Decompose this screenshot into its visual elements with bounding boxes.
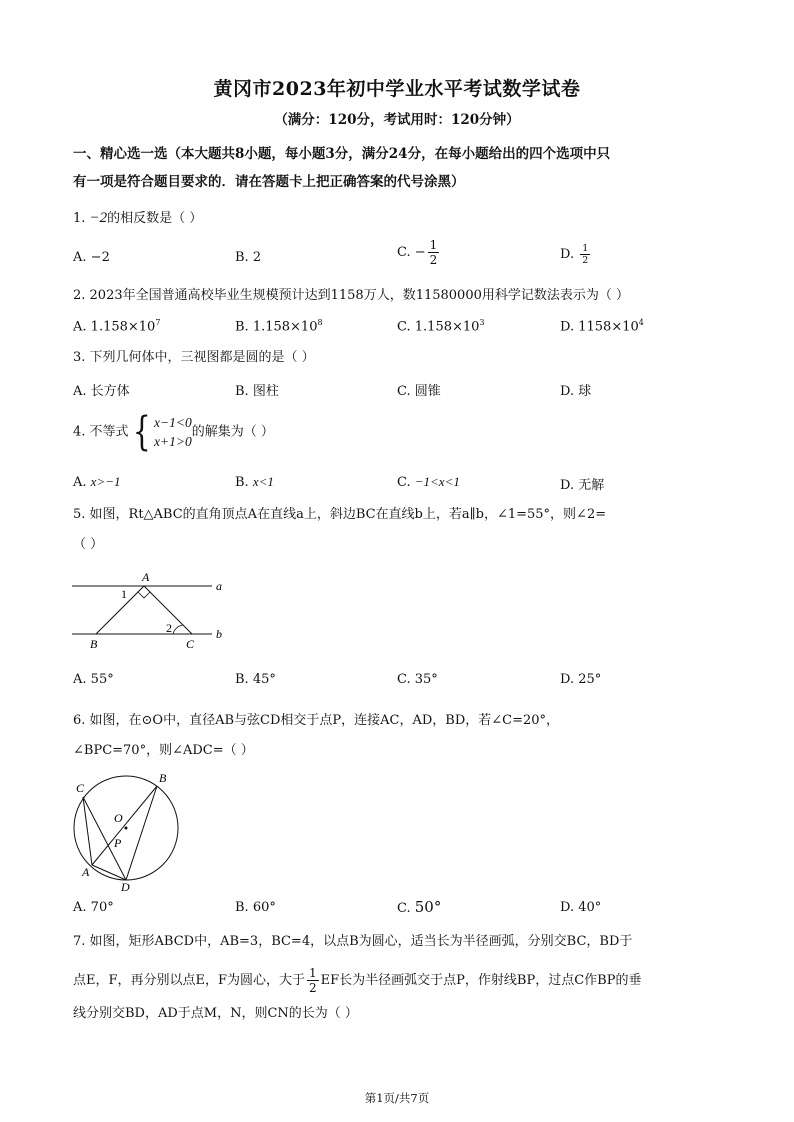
q6-figure [66, 766, 196, 894]
label-2: 2 [166, 621, 172, 635]
q7-fraction: $\frac{1}{2}$ [309, 966, 317, 995]
question-2: 2. 2023年全国普通高校毕业生规模预计达到1158万人，数11580000用科学记数法表示为（ ） [73, 288, 630, 303]
page-subtitle: （满分：120分，考试用时：120分钟） [274, 112, 520, 128]
question-6-line1: 6. 如图，在⊙O中，直径AB与弦CD相交于点P，连接AC，AD，BD，若∠C=20°， [73, 713, 560, 728]
right-angle-mark [138, 592, 150, 598]
segment-ad [92, 865, 126, 880]
question-5-line2: （ ） [73, 537, 104, 552]
section-heading-line2: 有一项是符合题目要求的．请在答题卡上把正确答案的代号涂黑） [73, 174, 465, 190]
q6-option-c[interactable]: C. 50° [397, 898, 442, 916]
q2-option-a[interactable]: A. $1.158\times 10^7$ [73, 318, 161, 335]
question-4-prefix: 4. 不等式 [73, 424, 129, 440]
section-heading-line1: 一、精心选一选（本大题共8小题，每小题3分，满分24分，在每小题给出的四个选项中只 [73, 146, 611, 162]
question-1-text: 的相反数是（ ） [107, 211, 203, 226]
diameter-ab [92, 786, 157, 865]
question-7-line3: 线分别交BD，AD于点M，N，则CN的长为（ ） [73, 1006, 358, 1021]
segment-ac [83, 797, 92, 865]
label-B: B [159, 771, 167, 785]
question-4-suffix: 的解集为（ ） [191, 424, 274, 440]
label-D: D [121, 880, 130, 894]
q6-option-d[interactable]: D. 40° [560, 900, 602, 915]
page-title: 黄冈市2023年初中学业水平考试数学试卷 [213, 78, 581, 100]
segment-ab [96, 586, 144, 634]
label-A: A [142, 570, 150, 584]
q1-c-fraction: $\frac{1}{2}$ [429, 238, 438, 267]
q1-option-d[interactable]: D. $\frac{1}{2}$ [560, 243, 589, 266]
question-6-line2: ∠BPC=70°，则∠ADC=（ ） [73, 743, 254, 758]
q5-option-b[interactable]: B. 45° [235, 672, 276, 687]
inequality-row-1: x−1<0 [154, 415, 192, 430]
label-B: B [90, 637, 98, 651]
label-O: O [114, 811, 123, 825]
question-1-math: −2 [89, 210, 108, 226]
q2-option-c[interactable]: C. $1.158\times 10^3$ [397, 318, 485, 335]
question-3: 3. 下列几何体中，三视图都是圆的是（ ） [73, 350, 315, 365]
q5-option-c[interactable]: C. 35° [397, 672, 438, 687]
question-1 [73, 208, 733, 229]
label-C: C [76, 781, 85, 795]
q6-option-b[interactable]: B. 60° [235, 900, 276, 915]
label-1: 1 [121, 587, 127, 601]
q1-option-b[interactable]: B. 2 [235, 250, 262, 265]
q3-option-c[interactable]: C. 圆锥 [397, 384, 441, 399]
q3-option-d[interactable]: D. 球 [560, 384, 592, 399]
q5-option-a[interactable]: A. 55° [73, 672, 114, 687]
page-footer: 第1页/共7页 [364, 1091, 430, 1105]
question-7-line1: 7. 如图，矩形ABCD中，AB=3，BC=4，以点B为圆心，适当长为半径画弧，分别交BC，BD于 [73, 934, 633, 949]
question-1-number: 1. [73, 211, 86, 226]
center-point [125, 827, 128, 830]
label-P: P [114, 836, 122, 850]
q4-option-c[interactable]: C. −1<x<1 [397, 474, 460, 490]
question-4 [73, 409, 733, 455]
label-line-b: b [216, 627, 222, 641]
inequality-system: { x−1<0 x+1>0 [132, 409, 192, 455]
q2-option-b[interactable]: B. $1.158\times 10^8$ [235, 318, 323, 335]
q2-option-d[interactable]: D. $1158\times 10^4$ [560, 318, 644, 335]
question-7-line2: 点E，F，再分别以点E，F为圆心，大于 $\frac{1}{2}$ EF长为半径画弧交于点P，作射线BP，过点C作BP的垂 [73, 966, 642, 995]
q1-option-c[interactable]: C. − $\frac{1}{2}$ [397, 238, 438, 267]
label-C: C [186, 637, 195, 651]
inequality-row-2: x+1>0 [154, 434, 192, 449]
segment-bd [126, 786, 157, 880]
label-line-a: a [216, 579, 222, 593]
q5-option-d[interactable]: D. 25° [560, 672, 602, 687]
label-A: A [82, 865, 90, 879]
q4-option-a[interactable]: A. x>−1 [73, 474, 121, 490]
question-5-line1: 5. 如图，Rt△ABC的直角顶点A在直线a上，斜边BC在直线b上，若a∥b，∠1=55°，则∠2= [73, 507, 607, 522]
q4-option-d[interactable]: D. 无解 [560, 478, 605, 493]
angle-2-arc [173, 625, 183, 634]
q1-option-a[interactable]: A. −2 [73, 250, 110, 265]
q4-option-b[interactable]: B. x<1 [235, 474, 274, 490]
q1-d-fraction: $\frac{1}{2}$ [582, 243, 589, 266]
q5-figure [66, 568, 236, 652]
q3-option-a[interactable]: A. 长方体 [73, 384, 130, 399]
q3-option-b[interactable]: B. 图柱 [235, 384, 279, 399]
q6-option-a[interactable]: A. 70° [73, 900, 114, 915]
